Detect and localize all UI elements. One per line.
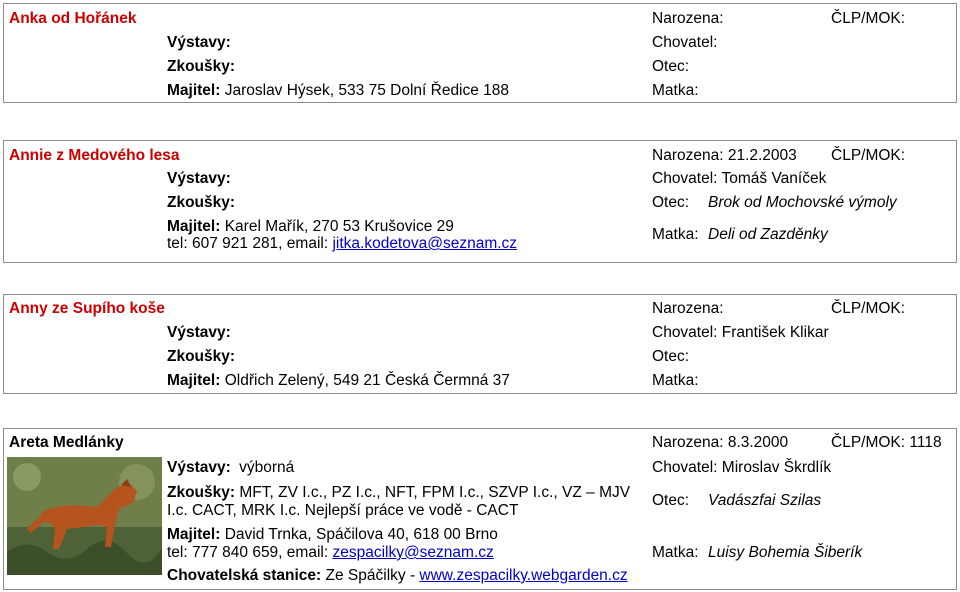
exams-line-2: I.c. CACT, MRK I.c. Nejlepší práce ve vodě - CACT (167, 502, 519, 519)
mother-value: Luisy Bohemia Šiberík (708, 544, 863, 561)
owner-label: Majitel: (167, 526, 221, 543)
owner-label: Majitel: (167, 82, 221, 99)
dog-photo (7, 457, 162, 575)
owner-email-link[interactable]: zespacilky@seznam.cz (332, 544, 494, 561)
father-label: Otec: (652, 348, 690, 365)
shows-label: Výstavy: (167, 34, 231, 51)
born-line (652, 147, 797, 165)
kennel-label: Chovatelská stanice: (167, 567, 322, 584)
clp-label: ČLP/MOK: (831, 147, 906, 164)
dog-card-annie (3, 140, 957, 263)
breeder-value: Tomáš Vaníček (721, 170, 827, 187)
mother-label: Matka: (652, 372, 699, 389)
kennel-line (167, 567, 628, 585)
shows-label: Výstavy: (167, 324, 231, 341)
breeder-line (652, 459, 831, 477)
owner-label: Majitel: (167, 218, 221, 235)
mother-label: Matka: (652, 544, 699, 561)
shows-label: Výstavy: (167, 170, 231, 187)
breeder-line (652, 324, 829, 342)
clp-value: 1118 (909, 434, 942, 451)
dog-photo-icon (7, 457, 162, 575)
kennel-website-link[interactable]: www.zespacilky.webgarden.cz (419, 567, 628, 584)
father-label: Otec: (652, 492, 690, 509)
breeder-label: Chovatel: (652, 34, 718, 51)
owner-line (167, 372, 510, 390)
clp-line (831, 434, 942, 452)
shows-value: výborná (239, 459, 295, 476)
owner-contact (167, 544, 494, 562)
dog-name: Areta Medlánky (9, 434, 124, 451)
father-label: Otec: (652, 58, 690, 75)
breeder-value: František Klikar (721, 324, 829, 341)
owner-line (167, 82, 509, 100)
dog-card-areta (3, 428, 957, 590)
breeder-value: Miroslav Škrdlík (721, 459, 832, 476)
born-value: 21.2.2003 (727, 147, 797, 164)
shows-line (167, 459, 294, 477)
dog-card-anny (3, 294, 957, 394)
clp-label: ČLP/MOK: (831, 10, 906, 27)
dog-card-anka (3, 3, 957, 103)
father-value: Vadászfai Szilas (708, 492, 822, 509)
exams-label: Zkoušky: (167, 58, 236, 75)
dog-name: Anny ze Supího koše (9, 300, 165, 317)
exams-line (167, 484, 630, 502)
owner-value: David Trnka, Spáčilova 40, 618 00 Brno (224, 526, 498, 543)
owner-value: Jaroslav Hýsek, 533 75 Dolní Ředice 188 (224, 82, 510, 99)
breeder-label: Chovatel: (652, 324, 718, 341)
mother-label: Matka: (652, 226, 699, 243)
clp-label: ČLP/MOK: (831, 434, 906, 451)
born-label: Narozena: (652, 434, 724, 451)
owner-label: Majitel: (167, 372, 221, 389)
owner-value: Karel Mařík, 270 53 Krušovice 29 (224, 218, 454, 235)
exams-label: Zkoušky: (167, 194, 236, 211)
born-value: 8.3.2000 (727, 434, 789, 451)
owner-line (167, 526, 498, 544)
born-label: Narozena: (652, 147, 724, 164)
shows-label: Výstavy: (167, 459, 231, 476)
owner-phone: tel: 607 921 281, email: (167, 235, 333, 252)
exams-label: Zkoušky: (167, 484, 236, 501)
breeder-label: Chovatel: (652, 459, 718, 476)
born-label: Narozena: (652, 300, 724, 317)
born-label: Narozena: (652, 10, 724, 27)
exams-label: Zkoušky: (167, 348, 236, 365)
exams-value: MFT, ZV I.c., PZ I.c., NFT, FPM I.c., SZVP I.c., VZ – MJV (239, 484, 631, 501)
breeder-line (652, 170, 826, 188)
owner-contact (167, 235, 517, 253)
mother-label: Matka: (652, 82, 699, 99)
owner-value: Oldřich Zelený, 549 21 Česká Čermná 37 (224, 372, 510, 389)
dog-name: Anka od Hořánek (9, 10, 137, 27)
born-line (652, 434, 788, 452)
owner-email-link[interactable]: jitka.kodetova@seznam.cz (332, 235, 518, 252)
kennel-value: Ze Spáčilky - (325, 567, 420, 584)
owner-phone: tel: 777 840 659, email: (167, 544, 333, 561)
owner-line (167, 218, 454, 236)
clp-label: ČLP/MOK: (831, 300, 906, 317)
father-label: Otec: (652, 194, 690, 211)
dog-name: Annie z Medového lesa (9, 147, 180, 164)
father-value: Brok od Mochovské výmoly (708, 194, 897, 211)
mother-value: Deli od Zazděnky (708, 226, 828, 243)
breeder-label: Chovatel: (652, 170, 718, 187)
